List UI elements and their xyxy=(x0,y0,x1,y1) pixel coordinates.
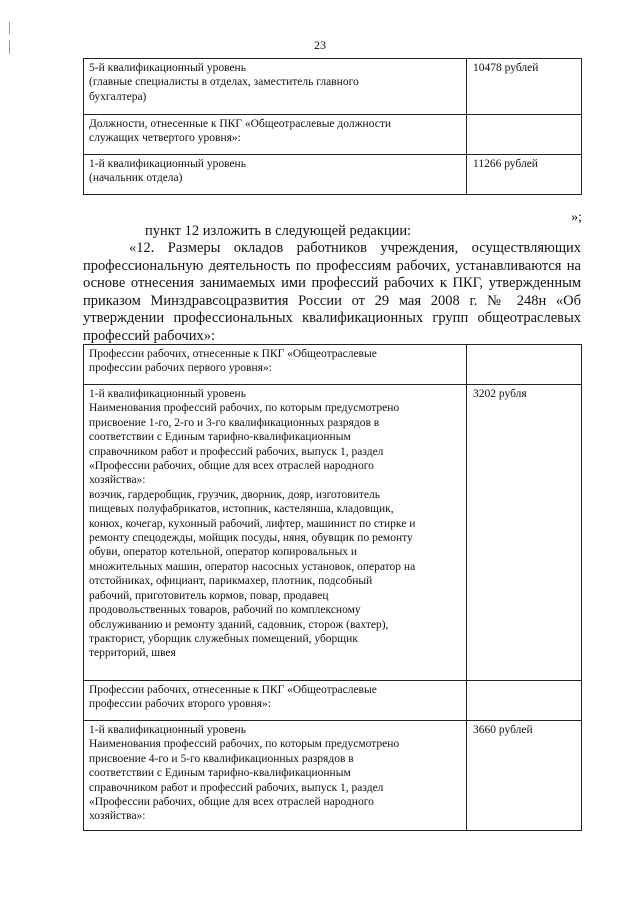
position-description: 5-й квалификационный уровень (главные специалисты в отделах, заместитель главного бухгалтера) xyxy=(84,59,467,115)
table-row xyxy=(84,155,582,195)
position-description: Должности, отнесенные к ПКГ «Общеотраслевые должности служащих четвертого уровня»: xyxy=(84,115,467,155)
salary-value: 3660 рублей xyxy=(467,721,582,831)
group-heading: Профессии рабочих, отнесенные к ПКГ «Общеотраслевые профессии рабочих второго уровня»: xyxy=(84,681,467,721)
table-row xyxy=(84,681,582,721)
amendment-instruction: пункт 12 изложить в следующей редакции: xyxy=(145,223,412,239)
closing-quote: »; xyxy=(571,210,582,225)
salary-value xyxy=(467,681,582,721)
salary-table-top xyxy=(83,58,582,195)
group-heading: Профессии рабочих, отнесенные к ПКГ «Общеотраслевые профессии рабочих первого уровня»: xyxy=(84,345,467,385)
salary-table-bottom xyxy=(83,344,582,831)
salary-value: 3202 рубля xyxy=(467,385,582,681)
salary-value: 11266 рублей xyxy=(467,155,582,195)
table-row xyxy=(84,345,582,385)
table-row xyxy=(84,115,582,155)
amendment-paragraph: «12. Размеры окладов работников учреждения, осуществляющих профессиональную деятельность по профессиям рабочих, устанавливаются на основе отнесения занимаемых ими профессий рабочих к ПКГ, утвержденным приказом Минздравсоцразвития России от 29 мая 2008 г. № 248н «Об утверждении профессиональных квалификационных групп общеотраслевых профессий рабочих»: xyxy=(83,240,581,344)
position-description: 1-й квалификационный уровень Наименования профессий рабочих, по которым предусмотрено присвоение 1-го, 2-го и 3-го квалификационных разрядов в соответствии с Единым тарифно-квалификационным справочником работ и профессий рабочих, выпуск 1, раздел «Профессии рабочих, общие для всех отраслей народного хозяйства»: возчик, гардеробщик, грузчик, дворник, дояр, изготовитель пищевых полуфабрикатов, истопник, кастелянша, кладовщик, конюх, кочегар, кухонный рабочий, лифтер, машинист по стирке и ремонту спецодежды, мойщик посуды, няня, обувщик по ремонту обуви, оператор котельной, оператор копировальных и множительных машин, оператор насосных установок, оператор на отстойниках, официант, парикмахер, плотник, подсобный рабочий, приготовитель кормов, повар, продавец продовольственных товаров, рабочий по комплексному обслуживанию и ремонту зданий, садовник, сторож (вахтер), тракторист, уборщик служебных помещений, уборщик территорий, швея xyxy=(84,385,467,681)
page-number: 23 xyxy=(314,38,326,52)
table-row xyxy=(84,721,582,831)
position-description: 1-й квалификационный уровень Наименования профессий рабочих, по которым предусмотрено присвоение 4-го и 5-го квалификационных разрядов в соответствии с Единым тарифно-квалификационным справочником работ и профессий рабочих, выпуск 1, раздел «Профессии рабочих, общие для всех отраслей народного хозяйства»: xyxy=(84,721,467,831)
position-description: 1-й квалификационный уровень (начальник отдела) xyxy=(84,155,467,195)
table-row xyxy=(84,385,582,681)
margin-mark xyxy=(9,22,10,34)
salary-value xyxy=(467,115,582,155)
table-row xyxy=(84,59,582,115)
salary-value xyxy=(467,345,582,385)
salary-value: 10478 рублей xyxy=(467,59,582,115)
